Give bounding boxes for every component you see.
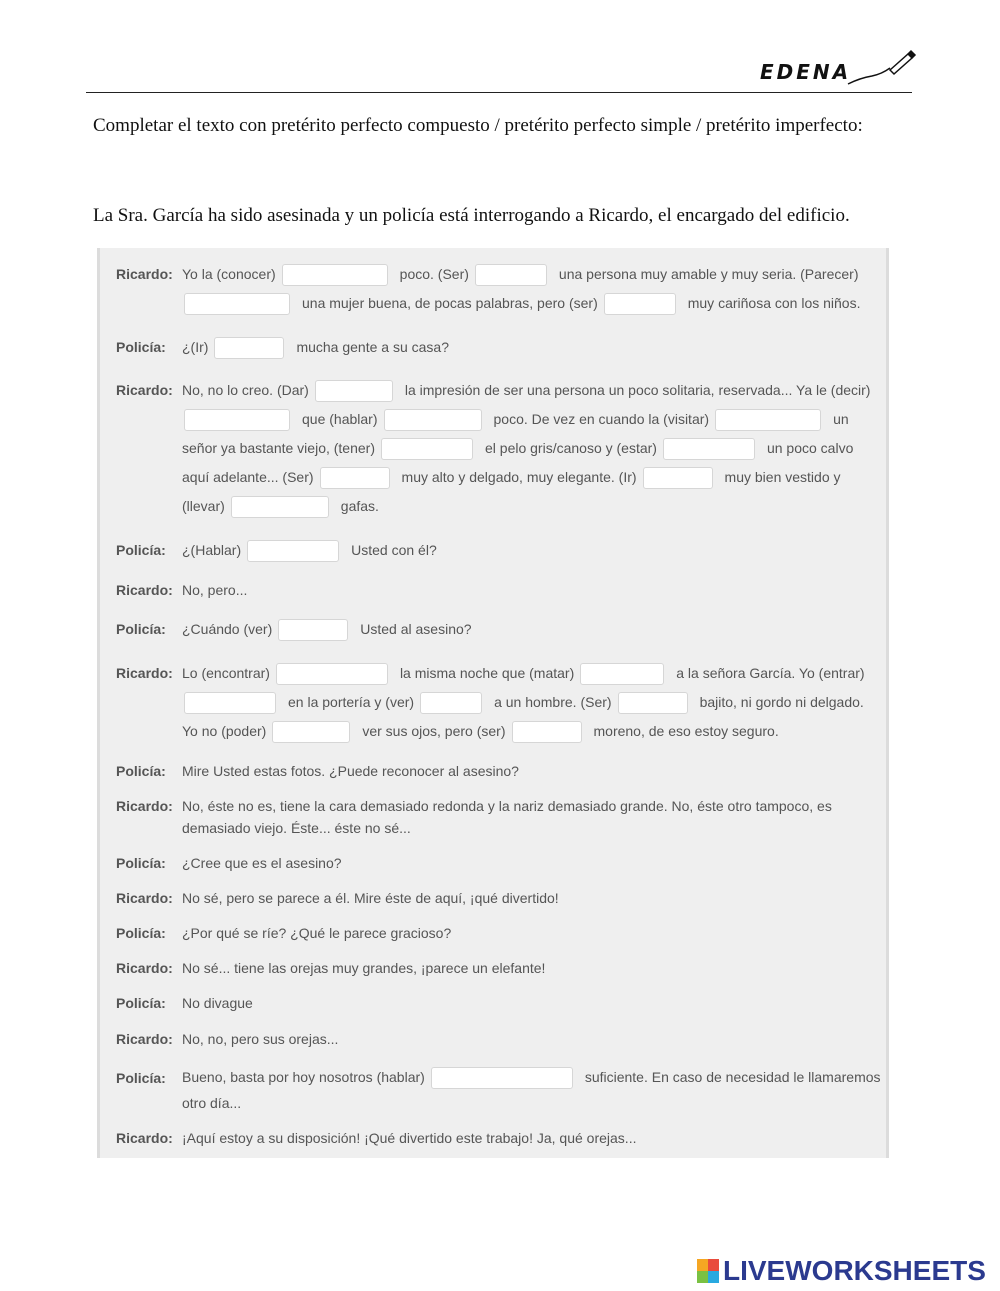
speaker-label: Policía: — [116, 339, 166, 355]
line-text: la misma noche que (matar) — [399, 665, 575, 681]
line-text: mucha gente a su casa? — [296, 339, 449, 355]
line-text: Mire Usted estas fotos. ¿Puede reconocer al asesino? — [182, 763, 519, 779]
answer-blank[interactable] — [315, 380, 393, 402]
speaker-label: Ricardo: — [116, 890, 173, 906]
speaker-label: Ricardo: — [116, 1031, 173, 1047]
answer-blank[interactable] — [184, 409, 290, 431]
answer-blank[interactable] — [604, 293, 676, 315]
line-text: ¿(Hablar) — [182, 542, 242, 558]
line-text: el pelo gris/canoso y (estar) — [485, 440, 657, 456]
answer-blank[interactable] — [231, 496, 329, 518]
line-text: Usted al asesino? — [360, 621, 472, 637]
line-text: ¿(Ir) — [182, 339, 209, 355]
dialogue-line — [116, 333, 881, 362]
answer-blank[interactable] — [384, 409, 482, 431]
line-text: Yo la (conocer) — [182, 266, 276, 282]
answer-blank[interactable] — [320, 467, 390, 489]
speaker-label: Policía: — [116, 621, 166, 637]
dialogue-line — [116, 659, 881, 746]
line-text: una persona muy amable y muy seria. (Parecer) — [558, 266, 859, 282]
answer-blank[interactable] — [276, 663, 388, 685]
line-text: No, no, pero sus orejas... — [182, 1031, 339, 1047]
speaker-label: Policía: — [116, 855, 166, 871]
line-text: ¿Cuándo (ver) — [182, 621, 273, 637]
dialogue-line — [116, 1025, 881, 1054]
dialogue-line — [116, 1064, 881, 1116]
dialogue-line — [116, 576, 881, 605]
dialogue-line — [116, 989, 881, 1018]
line-text: en la portería y (ver) — [288, 694, 415, 710]
line-text: Lo (encontrar) — [182, 665, 270, 681]
line-text: No, pero... — [182, 582, 248, 598]
answer-blank[interactable] — [715, 409, 821, 431]
edena-logo — [760, 48, 920, 92]
line-text: bajito, ni gordo ni delgado. — [699, 694, 864, 710]
speaker-label: Policía: — [116, 925, 166, 941]
line-text: muy alto y delgado, muy elegante. (Ir) — [401, 469, 637, 485]
answer-blank[interactable] — [420, 692, 482, 714]
line-text: a la señora García. Yo (entrar) — [676, 665, 865, 681]
line-text: una mujer buena, de pocas palabras, pero (ser) — [302, 295, 598, 311]
line-text: que (hablar) — [302, 411, 378, 427]
speaker-label: Policía: — [116, 542, 166, 558]
line-text: la impresión de ser una persona un poco solitaria, reservada... Ya le (decir) — [404, 382, 871, 398]
instruction-text: Completar el texto con pretérito perfecto compuesto / pretérito perfecto simple / pretérito imperfecto: — [93, 115, 863, 136]
answer-blank[interactable] — [475, 264, 547, 286]
speaker-label: Ricardo: — [116, 1130, 173, 1146]
dialogue-line — [116, 757, 881, 786]
answer-blank[interactable] — [618, 692, 688, 714]
answer-blank[interactable] — [580, 663, 664, 685]
intro-text: La Sra. García ha sido asesinada y un policía está interrogando a Ricardo, el encargado del edificio. — [93, 205, 850, 226]
answer-blank[interactable] — [184, 293, 290, 315]
dialogue-line — [116, 849, 881, 878]
speaker-label: Policía: — [116, 763, 166, 779]
answer-blank[interactable] — [272, 721, 350, 743]
dialogue-line — [116, 376, 881, 521]
line-text: poco. De vez en cuando la (visitar) — [493, 411, 710, 427]
header-rule — [86, 92, 912, 93]
line-text: No divague — [182, 995, 253, 1011]
answer-blank[interactable] — [247, 540, 339, 562]
line-text: aquí adelante... (Ser) — [182, 469, 314, 485]
line-text: No sé... tiene las orejas muy grandes, ¡parece un elefante! — [182, 960, 546, 976]
answer-blank[interactable] — [643, 467, 713, 489]
speaker-label: Ricardo: — [116, 582, 173, 598]
line-text: (llevar) — [182, 498, 225, 514]
line-text: Yo no (poder) — [182, 723, 267, 739]
line-text: poco. (Ser) — [399, 266, 469, 282]
answer-blank[interactable] — [381, 438, 473, 460]
dialogue-line — [116, 884, 881, 913]
line-text: ¿Cree que es el asesino? — [182, 855, 342, 871]
line-text: señor ya bastante viejo, (tener) — [182, 440, 375, 456]
line-text: Usted con él? — [351, 542, 437, 558]
line-text: muy cariñosa con los niños. — [687, 295, 861, 311]
answer-blank[interactable] — [214, 337, 284, 359]
brand-text: LIVEWORKSHEETS — [723, 1255, 986, 1286]
line-text: No, éste no es, tiene la cara demasiado redonda y la nariz demasiado grande. No, éste otro tampoco, es demasiado viejo. Éste... éste no sé... — [182, 798, 832, 836]
line-text: a un hombre. (Ser) — [494, 694, 612, 710]
answer-blank[interactable] — [282, 264, 388, 286]
logo-text: EDENA — [760, 60, 852, 84]
line-text: ¿Por qué se ríe? ¿Qué le parece gracioso? — [182, 925, 452, 941]
speaker-label: Ricardo: — [116, 266, 173, 282]
speaker-label: Policía: — [116, 995, 166, 1011]
speaker-label: Ricardo: — [116, 960, 173, 976]
dialogue-line — [116, 536, 881, 565]
line-text: un poco calvo — [766, 440, 854, 456]
line-text: suficiente. En caso de necesidad le llamaremos otro día... — [182, 1069, 881, 1111]
speaker-label: Policía: — [116, 1070, 166, 1086]
answer-blank[interactable] — [278, 619, 348, 641]
answer-blank[interactable] — [512, 721, 582, 743]
line-text: un — [833, 411, 849, 427]
speaker-label: Ricardo: — [116, 382, 173, 398]
dialogue-line — [116, 792, 881, 839]
dialogue-line — [116, 1124, 881, 1153]
dialogue-line — [116, 954, 881, 983]
speaker-label: Ricardo: — [116, 665, 173, 681]
line-text: Bueno, basta por hoy nosotros (hablar) — [182, 1069, 425, 1085]
answer-blank[interactable] — [184, 692, 276, 714]
dialogue-line — [116, 919, 881, 948]
answer-blank[interactable] — [663, 438, 755, 460]
line-text: muy bien vestido y — [724, 469, 841, 485]
dialogue-line — [116, 260, 881, 318]
line-text: gafas. — [340, 498, 379, 514]
dialogue-line — [116, 615, 881, 644]
line-text: ver sus ojos, pero (ser) — [362, 723, 506, 739]
line-text: moreno, de eso estoy seguro. — [593, 723, 779, 739]
line-text: No sé, pero se parece a él. Mire éste de aquí, ¡qué divertido! — [182, 890, 559, 906]
line-text: No, no lo creo. (Dar) — [182, 382, 309, 398]
liveworksheets-icon — [697, 1259, 719, 1283]
line-text: ¡Aquí estoy a su disposición! ¡Qué divertido este trabajo! Ja, qué orejas... — [182, 1130, 637, 1146]
pen-icon — [760, 48, 920, 92]
answer-blank[interactable] — [431, 1067, 573, 1089]
speaker-label: Ricardo: — [116, 798, 173, 814]
liveworksheets-logo — [697, 1256, 986, 1286]
